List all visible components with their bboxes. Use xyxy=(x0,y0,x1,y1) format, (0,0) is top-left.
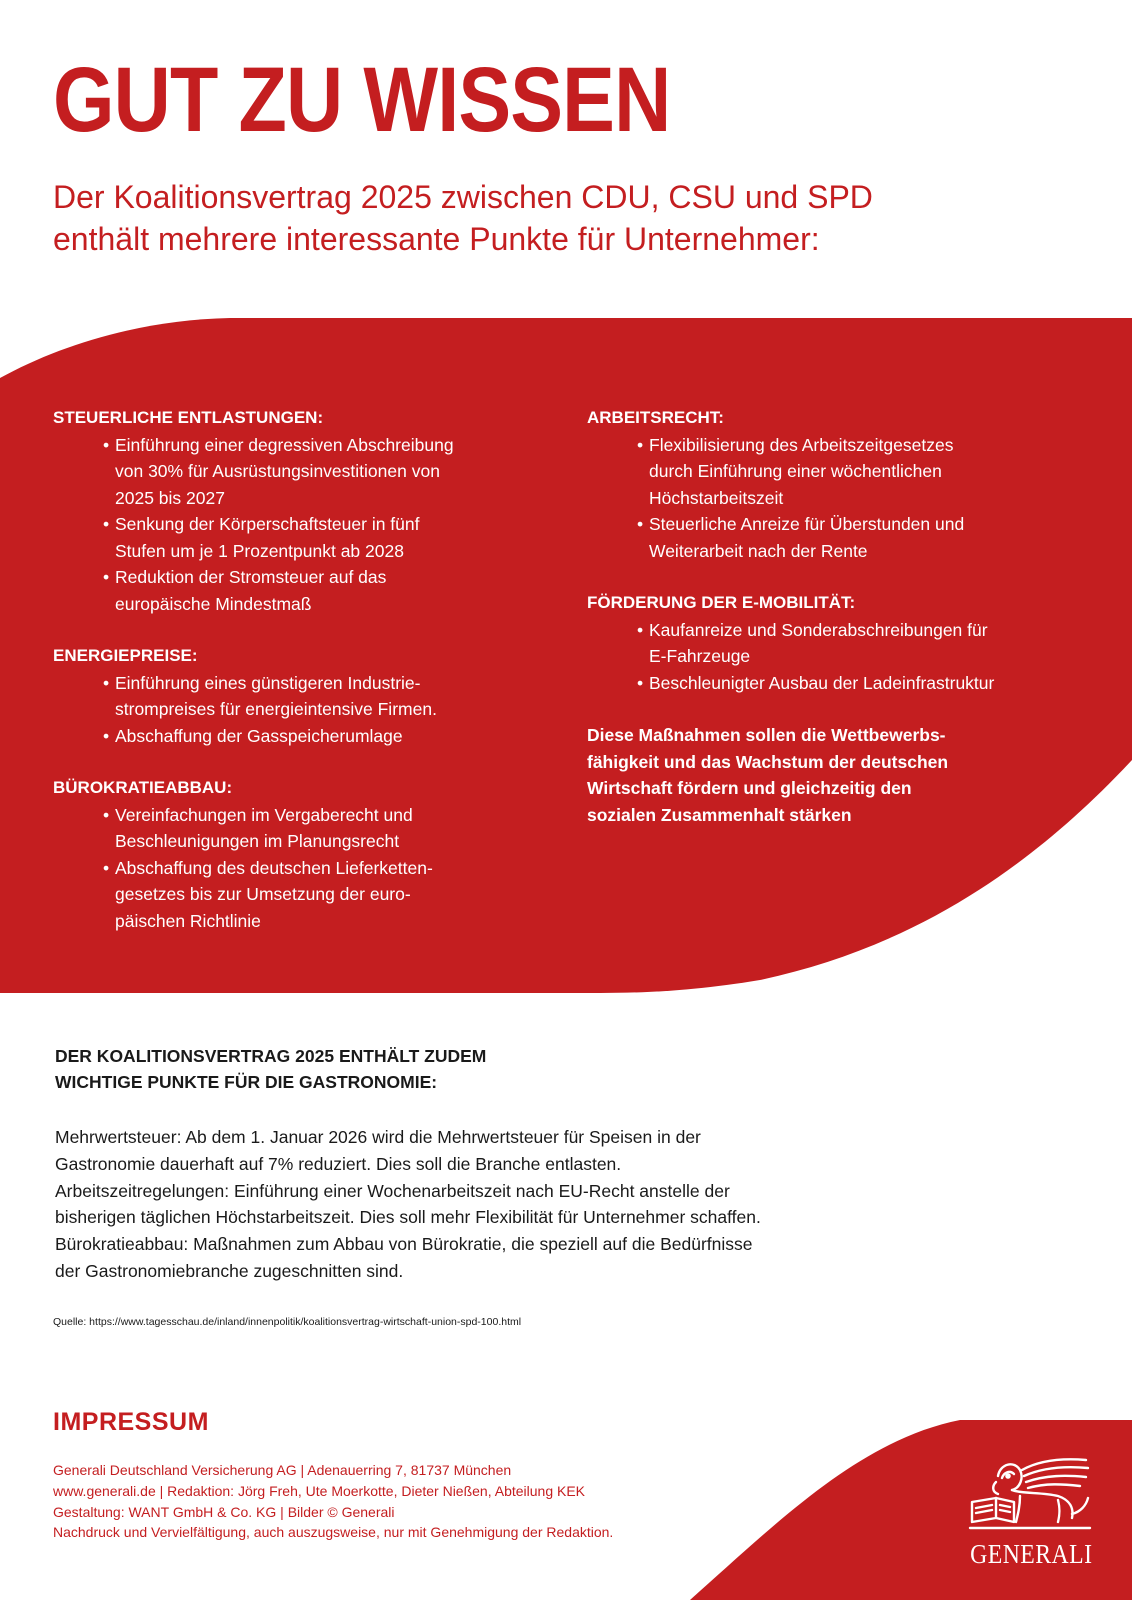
gastronomy-heading-line: WICHTIGE PUNKTE FÜR DIE GASTRONOMIE: xyxy=(55,1072,438,1092)
bullet-item xyxy=(103,670,513,723)
bullet-line: Abschaffung des deutschen Lieferketten- xyxy=(115,857,433,878)
bullet-item xyxy=(637,670,1047,697)
left-column xyxy=(53,405,513,960)
section-steuerliche-entlastungen xyxy=(53,405,513,617)
section-title: STEUERLICHE ENTLASTUNGEN: xyxy=(53,408,324,427)
gastronomy-line: der Gastronomiebranche zugeschnitten sind. xyxy=(55,1260,404,1281)
bullet-item xyxy=(637,432,1047,512)
bullet-line: durch Einführung einer wöchentlichen xyxy=(649,461,942,481)
bullet-item xyxy=(103,855,513,935)
closing-statement xyxy=(587,722,1047,828)
section-arbeitsrecht xyxy=(587,405,1047,564)
section-title: ENERGIEPREISE: xyxy=(53,646,198,665)
impressum-line: Generali Deutschland Versicherung AG | Adenauerring 7, 81737 München xyxy=(53,1462,512,1478)
gastronomy-heading xyxy=(55,1043,875,1095)
bullet-item xyxy=(637,511,1047,564)
gastronomy-heading-line: DER KOALITIONSVERTRAG 2025 ENTHÄLT ZUDEM xyxy=(55,1046,487,1066)
bullet-line: Kaufanreize und Sonderabschreibungen für xyxy=(649,619,988,640)
bullet-item xyxy=(103,511,513,564)
right-column xyxy=(587,405,1047,828)
bullet-line: 2025 bis 2027 xyxy=(115,487,225,508)
gastronomy-line: Bürokratieabbau: Maßnahmen zum Abbau von Bürokratie, die speziell auf die Bedürfnisse xyxy=(55,1234,753,1255)
bullet-line: gesetzes bis zur Umsetzung der euro- xyxy=(115,884,411,904)
bullet-line: päischen Richtlinie xyxy=(115,910,261,931)
bullet-line: Einführung einer degressiven Abschreibung xyxy=(115,434,454,455)
bullet-line: Stufen um je 1 Prozentpunkt ab 2028 xyxy=(115,540,404,561)
bullet-line: Einführung eines günstigeren Industrie- xyxy=(115,672,421,693)
intro-subtitle-line: enthält mehrere interessante Punkte für Unternehmer: xyxy=(53,221,820,257)
bullet-list xyxy=(53,670,513,750)
bullet-item xyxy=(637,617,1047,670)
impressum-line: Nachdruck und Vervielfältigung, auch auszugsweise, nur mit Genehmigung der Redaktion. xyxy=(53,1524,614,1541)
section-title: ARBEITSRECHT: xyxy=(587,408,724,427)
bullet-list xyxy=(53,432,513,618)
bullet-item xyxy=(103,564,513,617)
bullet-item xyxy=(103,802,513,855)
generali-logo xyxy=(962,1456,1098,1570)
bullet-line: von 30% für Ausrüstungsinvestitionen von xyxy=(115,461,440,481)
gastronomy-section xyxy=(55,1043,875,1285)
bullet-line: Abschaffung der Gasspeicherumlage xyxy=(115,725,403,746)
bullet-item xyxy=(103,432,513,512)
section-title: FÖRDERUNG DER E-MOBILITÄT: xyxy=(587,593,856,612)
intro-subtitle xyxy=(53,176,1033,260)
bullet-line: europäische Mindestmaß xyxy=(115,593,312,614)
section-buerokratieabbau xyxy=(53,775,513,934)
bullet-line: strompreises für energieintensive Firmen. xyxy=(115,699,437,719)
logo-wordmark: GENERALI xyxy=(970,1539,1093,1569)
bullet-line: Beschleunigter Ausbau der Ladeinfrastruktur xyxy=(649,672,995,693)
bullet-list xyxy=(587,432,1047,565)
section-foerderung-der-e-mobilitaet xyxy=(587,590,1047,696)
intro-subtitle-line: Der Koalitionsvertrag 2025 zwischen CDU, CSU und SPD xyxy=(53,179,873,215)
gastronomy-paragraph xyxy=(55,1124,875,1285)
bullet-item xyxy=(103,723,513,750)
impressum-line: Gestaltung: WANT GmbH & Co. KG | Bilder © Generali xyxy=(53,1503,395,1520)
closing-line: Wirtschaft fördern und gleichzeitig den xyxy=(587,778,912,798)
impressum-text xyxy=(53,1460,613,1543)
bullet-line: Flexibilisierung des Arbeitszeitgesetzes xyxy=(649,434,954,455)
gastronomy-line: Gastronomie dauerhaft auf 7% reduziert. Dies soll die Branche entlasten. xyxy=(55,1153,622,1174)
bullet-line: Steuerliche Anreize für Überstunden und xyxy=(649,514,965,534)
bullet-list xyxy=(53,802,513,935)
impressum-heading: IMPRESSUM xyxy=(53,1408,209,1436)
bullet-line: Weiterarbeit nach der Rente xyxy=(649,540,868,561)
bullet-list xyxy=(587,617,1047,697)
bullet-line: Vereinfachungen im Vergaberecht und xyxy=(115,804,413,825)
closing-line: Diese Maßnahmen sollen die Wettbewerbs- xyxy=(587,725,946,745)
closing-line: fähigkeit und das Wachstum der deutschen xyxy=(587,751,949,772)
gastronomy-line: bisherigen täglichen Höchstarbeitszeit. Dies soll mehr Flexibilität für Unternehmer schaffen. xyxy=(55,1207,761,1228)
bullet-line: E-Fahrzeuge xyxy=(649,646,751,666)
bullet-line: Reduktion der Stromsteuer auf das xyxy=(115,567,387,587)
impressum-line: www.generali.de | Redaktion: Jörg Freh, Ute Moerkotte, Dieter Nießen, Abteilung KEK xyxy=(53,1482,586,1499)
section-energiepreise xyxy=(53,643,513,749)
source-citation: Quelle: https://www.tagesschau.de/inland/innenpolitik/koalitionsvertrag-wirtschaft-union-spd-100.html xyxy=(53,1316,522,1328)
closing-line: sozialen Zusammenhalt stärken xyxy=(587,804,852,825)
gastronomy-line: Mehrwertsteuer: Ab dem 1. Januar 2026 wird die Mehrwertsteuer für Speisen in der xyxy=(55,1127,701,1147)
right-sections xyxy=(587,405,1047,696)
page-title: GUT ZU WISSEN xyxy=(53,49,671,151)
bullet-line: Senkung der Körperschaftsteuer in fünf xyxy=(115,514,420,534)
bullet-line: Höchstarbeitszeit xyxy=(649,487,784,508)
winged-lion-icon xyxy=(962,1456,1098,1532)
gastronomy-line: Arbeitszeitregelungen: Einführung einer Wochenarbeitszeit nach EU-Recht anstelle der xyxy=(55,1180,730,1201)
bullet-line: Beschleunigungen im Planungsrecht xyxy=(115,831,400,851)
section-title: BÜROKRATIEABBAU: xyxy=(53,778,233,797)
